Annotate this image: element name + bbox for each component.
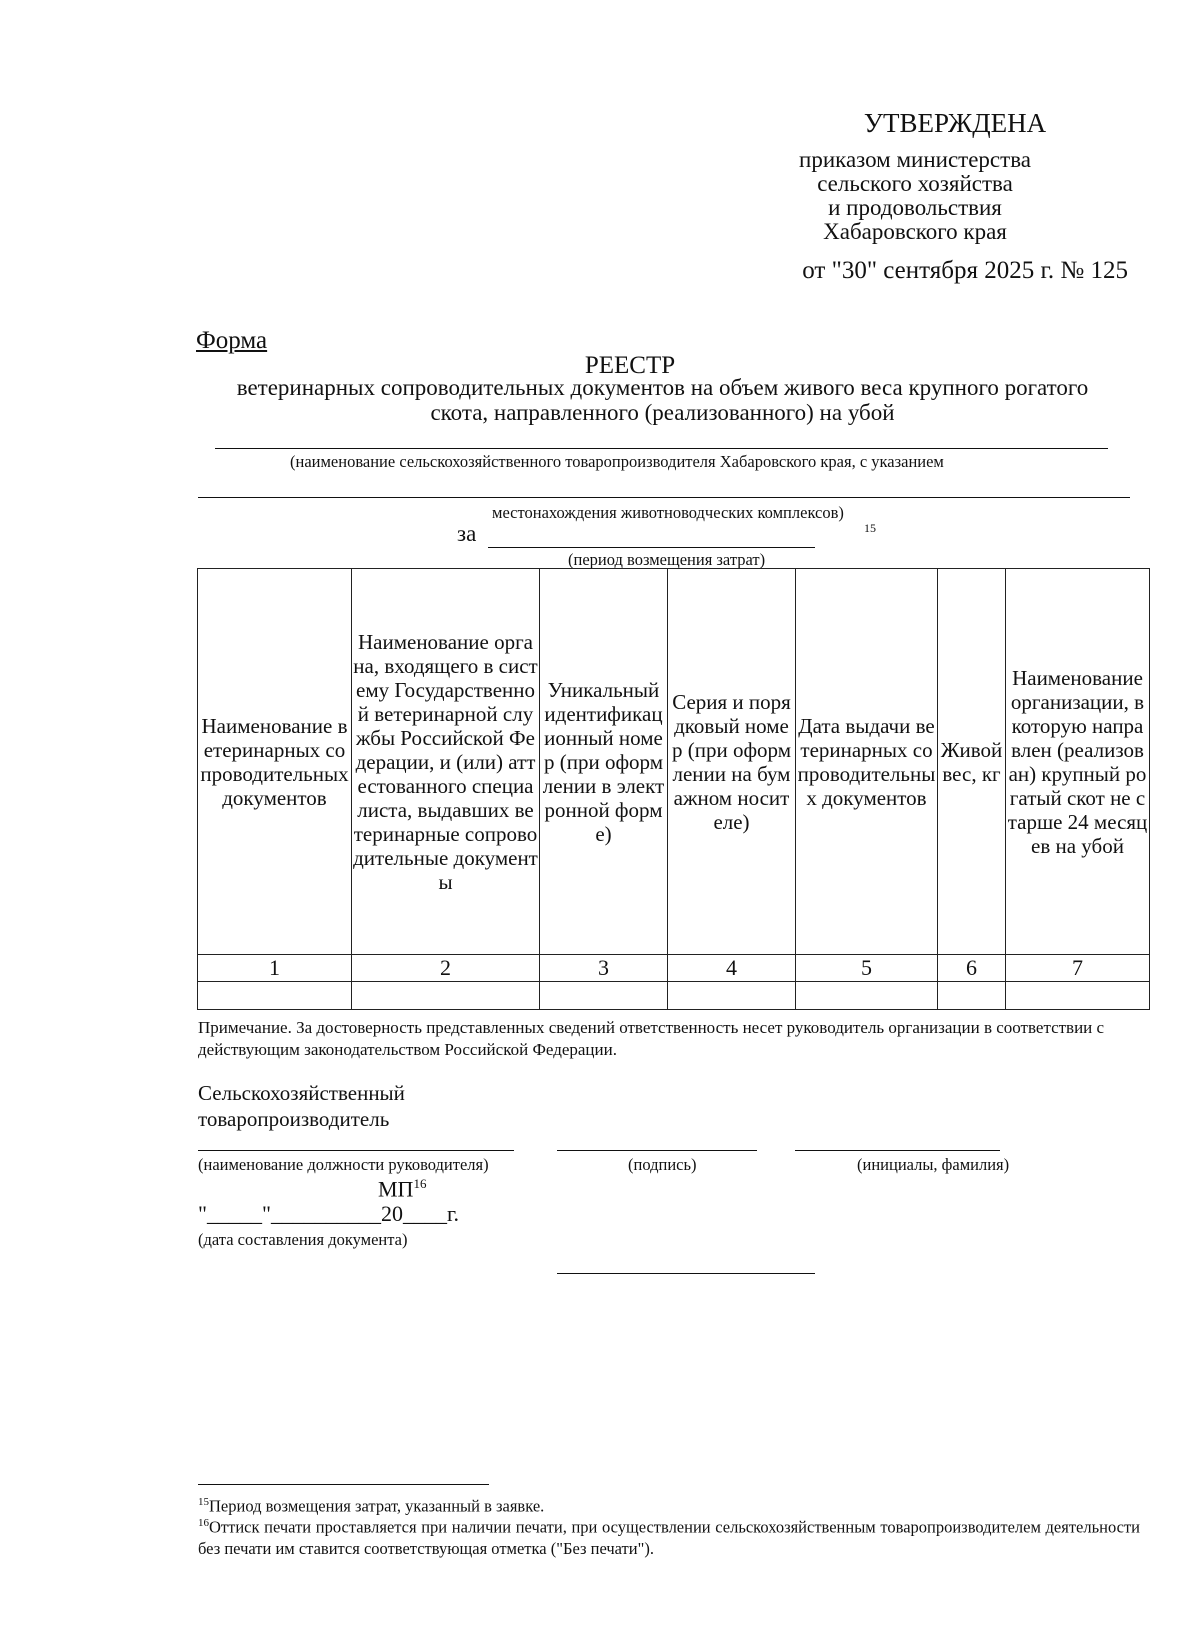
stamp-place: [378, 1176, 426, 1202]
col-number: 6: [938, 955, 1006, 982]
footnote-mark: 15: [198, 1496, 209, 1508]
col-header-issue-date: Дата выдачи ветеринарных сопроводительных документов: [796, 569, 938, 955]
table-cell[interactable]: [796, 982, 938, 1010]
period-caption: (период возмещения затрат): [568, 550, 766, 569]
col-number: 7: [1006, 955, 1150, 982]
table-header-row: [198, 569, 1150, 955]
approval-line-3: и продовольствия: [828, 195, 1002, 220]
table-cell[interactable]: [938, 982, 1006, 1010]
table-row: [198, 982, 1150, 1010]
date-line[interactable]: "_____"__________20____г.: [198, 1201, 460, 1226]
col-header-live-weight: Живой вес, кг: [938, 569, 1006, 955]
signatory-title-line-2: товаропроизводитель: [198, 1107, 390, 1131]
period-prefix: за: [457, 521, 477, 546]
position-caption: (наименование должности руководителя): [198, 1155, 489, 1174]
stamp-label: МП: [378, 1176, 414, 1202]
table-cell[interactable]: [668, 982, 796, 1010]
signature-caption: (подпись): [628, 1155, 697, 1174]
signature-line[interactable]: [557, 1150, 757, 1151]
table-cell[interactable]: [540, 982, 668, 1010]
col-header-recipient-org: Наименование организации, в которую направлен (реализован) крупный рогатый скот не старше 24 месяцев на убой: [1006, 569, 1150, 955]
footnote-16: [198, 1513, 1140, 1559]
producer-location-line[interactable]: [198, 497, 1130, 498]
footnote-text: Период возмещения затрат, указанный в заявке.: [209, 1496, 545, 1516]
table-cell[interactable]: [352, 982, 540, 1010]
col-header-issuing-body: Наименование органа, входящего в систему Государственной ветеринарной службы Российской Федерации, и (или) аттестованного специалиста, выдавших ветеринарные сопроводительные документы: [352, 569, 540, 955]
registry-table: [197, 568, 1150, 1010]
col-header-unique-id: Уникальный идентификационный номер (при оформлении в электронной форме): [540, 569, 668, 955]
approval-date: от "30" сентября 2025 г. № 125: [802, 257, 1128, 284]
document-title: РЕЕСТР: [584, 352, 676, 379]
period-footnote-mark: 15: [864, 521, 876, 535]
initials-line[interactable]: [795, 1150, 1000, 1151]
approval-line-2: сельского хозяйства: [817, 171, 1013, 196]
col-number: 5: [796, 955, 938, 982]
approval-line-4: Хабаровского края: [823, 219, 1007, 244]
approval-body: [765, 148, 1065, 244]
date-caption: (дата составления документа): [198, 1230, 408, 1249]
col-header-doc-name: Наименование ветеринарных сопроводительных документов: [198, 569, 352, 955]
col-number: 3: [540, 955, 668, 982]
table-cell[interactable]: [1006, 982, 1150, 1010]
initials-caption: (инициалы, фамилия): [857, 1155, 1010, 1174]
signatory-title-line-1: Сельскохозяйственный: [198, 1081, 405, 1105]
col-number: 4: [668, 955, 796, 982]
producer-name-line[interactable]: [215, 448, 1108, 449]
approval-title: УТВЕРЖДЕНА: [863, 108, 1047, 138]
form-label: Форма: [196, 327, 268, 354]
position-line[interactable]: [198, 1150, 514, 1151]
col-number: 2: [352, 955, 540, 982]
col-number: 1: [198, 955, 352, 982]
table-number-row: [198, 955, 1150, 982]
note-text: Примечание. За достоверность представленных сведений ответственность несет руководитель организации в соответствии с действующим законодательством Российской Федерации.: [198, 1018, 1105, 1059]
footnote-mark: 16: [198, 1517, 209, 1529]
signatory-title: [198, 1080, 405, 1132]
footnote-separator: [198, 1484, 489, 1485]
producer-caption-1: (наименование сельскохозяйственного товаропроизводителя Хабаровского края, с указанием: [290, 452, 944, 471]
approval-line-1: приказом министерства: [799, 147, 1031, 172]
col-header-series-number: Серия и порядковый номер (при оформлении на бумажном носителе): [668, 569, 796, 955]
producer-caption-2: местонахождения животноводческих комплексов): [492, 503, 844, 522]
extra-line: [557, 1273, 815, 1274]
period-line[interactable]: [488, 547, 815, 548]
document-subtitle: ветеринарных сопроводительных документов на объем живого веса крупного рогатого скота, направленного (реализованного) на убой: [236, 375, 1089, 425]
footnote-text: Оттиск печати проставляется при наличии печати, при осуществлении сельскохозяйственным товаропроизводителем деятельности без печати им ставится соответствующая отметка ("Без печати").: [198, 1517, 1140, 1558]
stamp-footnote-mark: 16: [413, 1176, 427, 1191]
table-cell[interactable]: [198, 982, 352, 1010]
